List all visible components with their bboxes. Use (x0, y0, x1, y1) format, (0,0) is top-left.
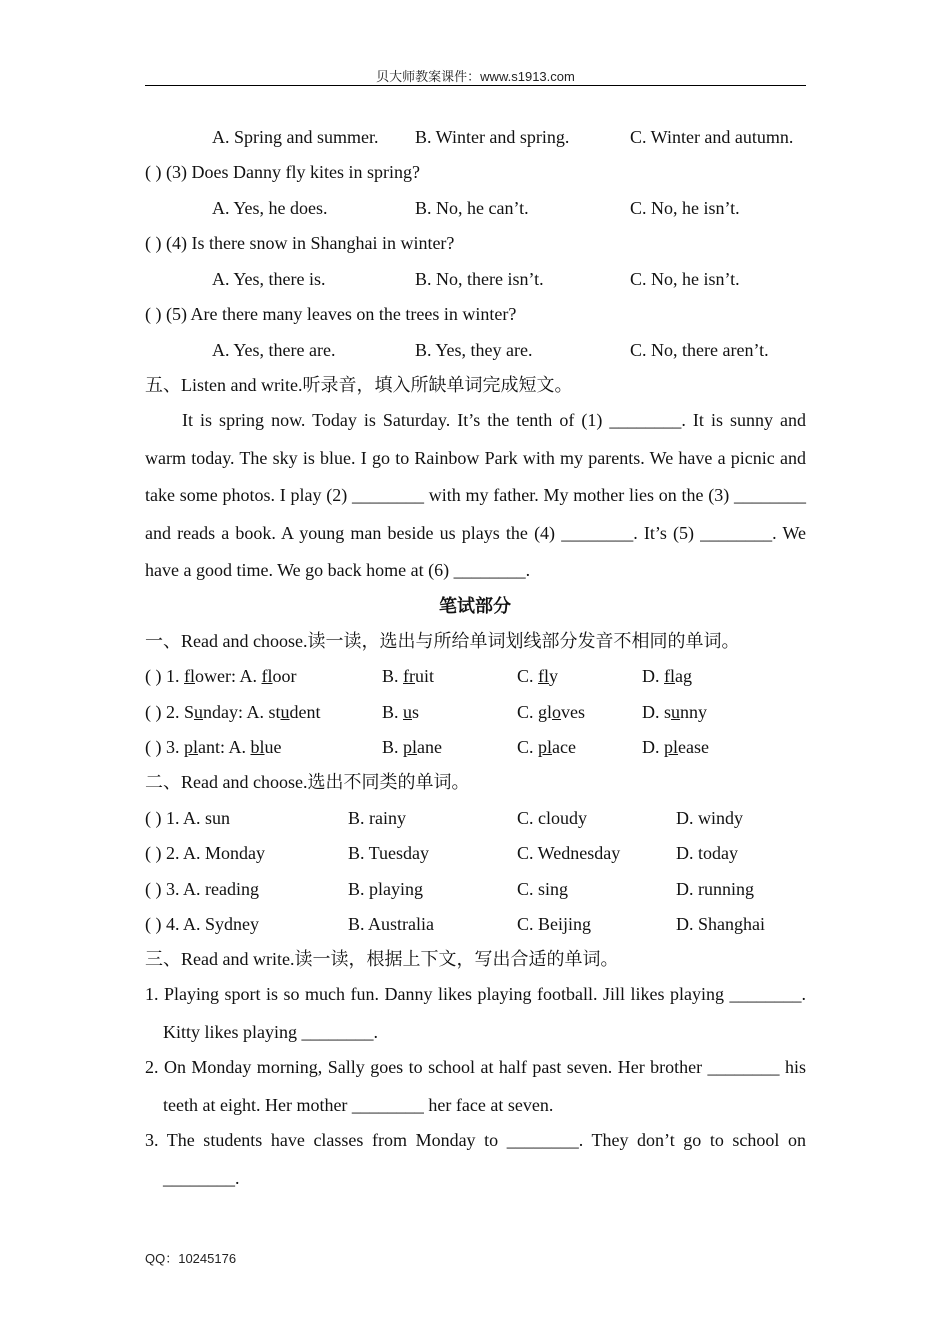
section5-title: 五、Listen and write.听录音，填入所缺单词完成短文。 (145, 375, 573, 395)
written2-row-1-c: C. cloudy (517, 808, 587, 828)
written2-row-1-d: D. windy (676, 808, 743, 828)
written2-row-1-b: B. rainy (348, 808, 406, 828)
q4-stem: ( ) (4) Is there snow in Shanghai in winter? (145, 233, 455, 253)
written1-row-1-stem: ( ) 1. flower: A. floor (145, 666, 297, 686)
q4-option-a: A. Yes, there is. (212, 269, 326, 289)
q2-option-c: C. Winter and autumn. (630, 127, 794, 147)
written2-row-4-c: C. Beijing (517, 914, 592, 934)
written2-row-2-c: C. Wednesday (517, 843, 621, 863)
written3-title: 三、Read and write.读一读，根据上下文，写出合适的单词。 (145, 949, 619, 969)
q3-option-b: B. No, he can’t. (415, 198, 529, 218)
written2-row-4-d: D. Shanghai (676, 914, 765, 934)
q4-option-b: B. No, there isn’t. (415, 269, 544, 289)
written1-row-1-option-d: D. flag (642, 666, 692, 686)
written2-row-4-a: ( ) 4. A. Sydney (145, 914, 259, 934)
written2-row-3-b: B. playing (348, 879, 423, 899)
written1-row-2-option-b: B. us (382, 702, 420, 722)
written-part-title: 笔试部分 (439, 596, 511, 616)
written1-row-3-option-b: B. plane (382, 737, 443, 757)
written3-item-1: 1. Playing sport is so much fun. Danny likes playing football. Jill likes playing ________. Kitty likes playing ________. (145, 984, 806, 1042)
q5-option-a: A. Yes, there are. (212, 340, 336, 360)
written2-row-3-c: C. sing (517, 879, 569, 899)
written1-row-3-stem: ( ) 3. plant: A. blue (145, 737, 282, 757)
written2-row-2-d: D. today (676, 843, 738, 863)
q3-option-c: C. No, he isn’t. (630, 198, 740, 218)
written2-row-1-a: ( ) 1. A. sun (145, 808, 230, 828)
q2-option-a: A. Spring and summer. (212, 127, 379, 147)
written2-row-4-b: B. Australia (348, 914, 434, 934)
written2-title: 二、Read and choose.选出不同类的单词。 (145, 772, 470, 792)
written2-row-3-a: ( ) 3. A. reading (145, 879, 259, 899)
section5-passage: It is spring now. Today is Saturday. It’s the tenth of (1) ________. It is sunny and warm today. The sky is blue. I go to Rainbow Park with my parents. We have a picnic and take some photos. I play (2) ________ with my father. My mother lies on the (3) ________ and reads a book. A young man beside us plays the (4) ________. It’s (5) ________. We have a good time. We go back home at (6) ________. (145, 410, 806, 580)
written3-item-3: 3. The students have classes from Monday to ________. They don’t go to school on ________. (145, 1130, 806, 1188)
written1-row-1-option-b: B. fruit (382, 666, 435, 686)
q5-stem: ( ) (5) Are there many leaves on the trees in winter? (145, 304, 517, 324)
q2-option-b: B. Winter and spring. (415, 127, 570, 147)
written2-row-2-b: B. Tuesday (348, 843, 430, 863)
written1-title: 一、Read and choose.读一读，选出与所给单词划线部分发音不相同的单词。 (145, 631, 740, 651)
written1-row-2-stem: ( ) 2. Sunday: A. student (145, 702, 321, 722)
written1-row-1-option-c: C. fly (517, 666, 559, 686)
written2-row-3-d: D. running (676, 879, 754, 899)
page-header: 贝大师教案课件：www.s1913.com (376, 69, 575, 84)
q5-option-b: B. Yes, they are. (415, 340, 533, 360)
q3-stem: ( ) (3) Does Danny fly kites in spring? (145, 162, 420, 182)
q3-option-a: A. Yes, he does. (212, 198, 328, 218)
written1-row-3-option-c: C. place (517, 737, 576, 757)
written2-row-2-a: ( ) 2. A. Monday (145, 843, 265, 863)
written1-row-3-option-d: D. please (642, 737, 709, 757)
q4-option-c: C. No, he isn’t. (630, 269, 740, 289)
header-rule (145, 85, 806, 86)
q5-option-c: C. No, there aren’t. (630, 340, 769, 360)
page-footer: QQ：10245176 (145, 1251, 237, 1266)
written3-item-2: 2. On Monday morning, Sally goes to school at half past seven. Her brother ________ his teeth at eight. Her mother ________ her face at seven. (145, 1057, 806, 1115)
written1-row-2-option-d: D. sunny (642, 702, 708, 722)
written1-row-2-option-c: C. gloves (517, 702, 586, 722)
